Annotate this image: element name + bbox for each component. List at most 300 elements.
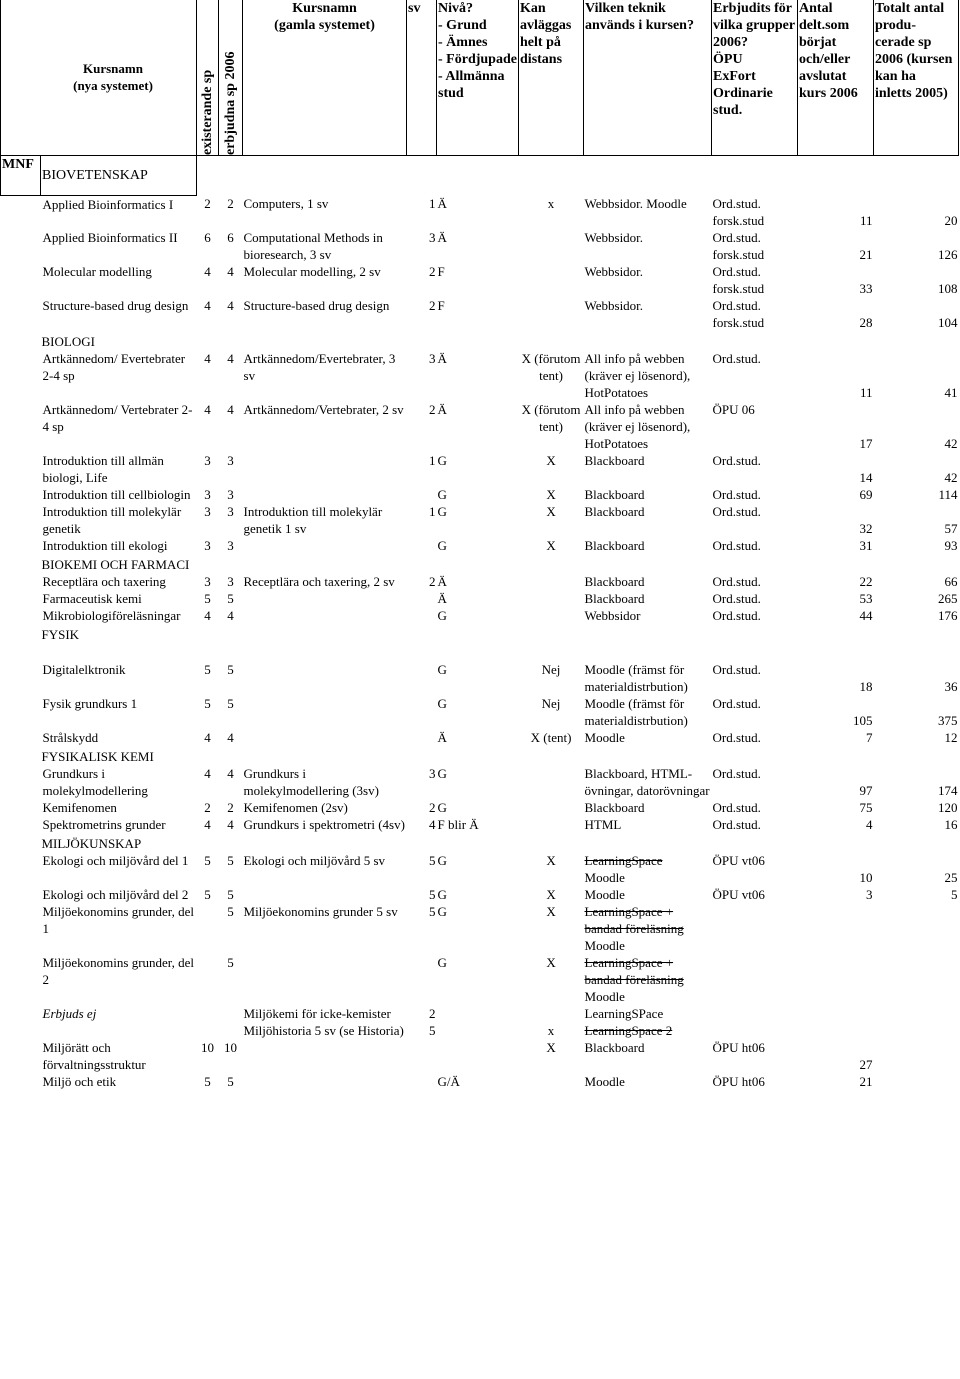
old-course-name [243,729,407,746]
groups [712,1022,798,1039]
spacer-cell [1,537,41,554]
existing-sp: 5 [204,591,211,606]
total-sp: 66 [944,574,958,589]
table-row [1,695,959,729]
distance: X [546,853,556,868]
technology-label: Blackboard, HTML-övningar, datorövningar [584,766,710,798]
technology-label: Moodle [584,938,625,953]
header-distance: Kan avläggas helt på distans [519,0,584,155]
distance: X (förutom tent) [521,402,581,434]
technology-label: Blackboard [584,453,645,468]
old-sv [407,661,437,695]
technology [584,263,712,297]
table-row [1,765,959,799]
old-sv: 2 [429,402,436,417]
course-name: Farmaceutisk kemi [42,591,142,606]
old-sv: 1 [429,453,436,468]
course-name: Introduktion till molekylär genetik [42,504,182,536]
total-sp: 16 [944,817,958,832]
old-sv [407,1073,437,1090]
distance [519,816,584,833]
total-sp [874,954,959,1005]
distance [519,590,584,607]
course-name: Molecular modelling [42,264,152,279]
technology-label: Blackboard [584,538,645,553]
course-name: Ekologi och miljövård del 1 [42,853,189,868]
old-course-name: Molecular modelling, 2 sv [243,264,381,279]
header-offered-sp: erbjudna sp 2006 [219,0,243,155]
total-sp: 93 [944,538,958,553]
groups: Ord.stud. [712,766,761,781]
spacer-row [1,643,959,661]
course-name: Mikrobiologiföreläsningar [42,608,181,623]
total-sp [874,1039,959,1073]
old-course-name: Introduktion till molekylär genetik 1 sv [243,504,383,536]
old-sv: 2 [429,1006,436,1021]
level: Ä [437,730,447,745]
existing-sp: 4 [204,817,211,832]
spacer-cell [1,452,41,486]
old-course-name: Receptlära och taxering, 2 sv [243,574,395,589]
technology-label: Moodle (främst för materialdistrbution) [584,696,688,728]
old-sv: 5 [429,853,436,868]
course-name: Artkännedom/ Vertebrater 2-4 sp [42,402,193,434]
groups: Ord.stud. [712,453,761,468]
total-sp: 126 [938,247,958,262]
existing-sp: 2 [204,800,211,815]
level: Ä [437,591,447,606]
course-name: Introduktion till ekologi [42,538,168,553]
participants [798,954,874,1005]
table-row [1,1005,959,1022]
technology [584,886,712,903]
level: G [437,487,447,502]
existing-sp: 10 [201,1040,215,1055]
spacer-cell [1,607,41,624]
old-sv: 1 [429,504,436,519]
old-course-name [243,452,407,486]
technology-label: Webbsidor [584,608,641,623]
participants: 7 [866,730,873,745]
technology [584,729,712,746]
existing-sp: 4 [204,264,211,279]
header-old-name: Kursnamn (gamla systemet) [243,0,407,155]
participants: 22 [859,574,873,589]
existing-sp: 4 [204,730,211,745]
table-row [1,816,959,833]
header-tech: Vilken teknik används i kursen? [584,0,712,155]
offered-sp: 5 [227,904,234,919]
participants [798,903,874,954]
existing-sp: 3 [204,574,211,589]
participants: 31 [859,538,873,553]
offered-sp: 5 [227,1074,234,1089]
existing-sp: 5 [204,662,211,677]
technology-label: Moodle [584,730,625,745]
technology-struck: LearningSpace 2 [584,1023,673,1038]
distance: X [546,538,556,553]
total-sp [874,1005,959,1022]
technology-label: All info på webben (kräver ej lösenord), HotPotatoes [584,351,691,400]
section-row [1,624,959,643]
participants: 32 [859,521,873,536]
distance: Nej [541,662,561,677]
participants [798,1022,874,1039]
offered-sp: 3 [227,504,234,519]
technology-label: Moodle [584,1074,625,1089]
old-sv [407,954,437,1005]
technology-label: Moodle [584,989,625,1004]
level: G [437,453,447,468]
spacer-cell [1,1005,41,1022]
old-course-name: Grundkurs i molekylmodellering (3sv) [243,766,379,798]
participants: 69 [859,487,873,502]
spacer-cell [1,746,41,765]
old-sv: 3 [429,766,436,781]
spacer-cell [1,554,41,573]
level [437,1039,519,1073]
section-heading: BIOLOGI [41,334,95,349]
table-row [1,903,959,954]
participants: 97 [859,783,873,798]
section-row [1,833,959,852]
header-groups: Erbjudits för vilka grupper 2006? ÖPU ExFort Ordinarie stud. [712,0,798,155]
spacer-cell [1,573,41,590]
groups: ÖPU ht06 [712,1040,765,1055]
technology [584,1005,712,1022]
header-row [1,0,959,155]
table-row [1,729,959,746]
groups: Ord.stud. [712,351,761,366]
participants: 17 [859,436,873,451]
table-row [1,350,959,401]
course-name: Digitalelktronik [42,662,126,677]
spacer-cell [1,195,41,229]
total-sp: 42 [944,470,958,485]
old-sv: 2 [429,800,436,815]
old-sv: 1 [429,196,436,211]
course-name: Introduktion till cellbiologin [42,487,191,502]
distance [519,1073,584,1090]
distance: X [546,504,556,519]
distance [519,297,584,331]
distance [519,263,584,297]
spacer-cell [1,661,41,695]
course-name: Miljöekonomins grunder, del 1 [42,904,194,936]
spacer-cell [1,903,41,954]
technology [584,350,712,401]
table-row [1,799,959,816]
offered-sp: 4 [227,730,234,745]
spacer-cell [1,765,41,799]
groups [712,954,798,1005]
table-row [1,452,959,486]
old-course-name: Miljöhistoria 5 sv (se Historia) [243,1023,404,1038]
total-sp: 5 [951,887,958,902]
distance [519,229,584,263]
participants: 33 [859,281,873,296]
distance [519,607,584,624]
level: F [437,298,445,313]
technology-label: Blackboard [584,487,645,502]
header-new-name: Kursnamn (nya systemet) [1,0,197,155]
technology [584,503,712,537]
old-sv: 5 [429,887,436,902]
offered-sp [219,1022,243,1039]
spacer-cell [1,816,41,833]
offered-sp: 5 [227,696,234,711]
groups: Ord.stud. forsk.stud [712,298,765,330]
level: G/Ä [437,1074,460,1089]
table-row [1,852,959,886]
participants [798,1005,874,1022]
course-name: Applied Bioinformatics II [42,230,178,245]
spacer-cell [1,852,41,886]
old-course-name [243,695,407,729]
offered-sp: 5 [227,955,234,970]
spacer-cell [1,590,41,607]
spacer-cell [1,229,41,263]
course-name: Structure-based drug design [42,298,189,313]
technology [584,401,712,452]
old-sv [407,537,437,554]
existing-sp: 4 [204,298,211,313]
groups: Ord.stud. [712,730,761,745]
existing-sp: 5 [204,887,211,902]
distance: X [546,453,556,468]
total-sp: 120 [938,800,958,815]
groups: Ord.stud. [712,574,761,589]
table-row [1,661,959,695]
header-group-row [1,155,959,195]
groups: Ord.stud. [712,817,761,832]
groups [712,1005,798,1022]
technology-label: Blackboard [584,591,645,606]
level: F blir Ä [437,817,479,832]
technology [584,573,712,590]
old-course-name: Kemifenomen (2sv) [243,800,348,815]
header-sv: sv [407,0,437,155]
offered-sp: 5 [227,853,234,868]
course-name: Strålskydd [42,730,99,745]
old-course-name: Grundkurs i spektrometri (4sv) [243,817,405,832]
technology-label: HTML [584,817,622,832]
distance: X [546,904,556,919]
offered-sp: 10 [224,1040,238,1055]
table-row [1,590,959,607]
spacer-cell [1,643,959,661]
table-row [1,1039,959,1073]
old-sv: 2 [429,574,436,589]
distance: X (tent) [530,730,572,745]
old-sv: 3 [429,230,436,245]
technology [584,799,712,816]
existing-sp: 2 [204,196,211,211]
course-name: Applied Bioinformatics I [42,196,174,212]
header-total: Totalt antal produ- cerade sp 2006 (kursen kan ha inletts 2005) [874,0,959,155]
technology [584,486,712,503]
old-course-name: Artkännedom/Evertebrater, 3 sv [243,351,396,383]
table-row [1,229,959,263]
table-row [1,195,959,229]
old-course-name [243,486,407,503]
participants: 105 [853,713,873,728]
table-row [1,263,959,297]
technology-label: Moodle [584,870,625,885]
old-course-name [243,1039,407,1073]
groups: Ord.stud. forsk.stud [712,230,765,262]
technology [584,816,712,833]
groups: Ord.stud. [712,662,761,677]
participants: 28 [859,315,873,330]
participants: 4 [866,817,873,832]
technology-label: Moodle (främst för materialdistrbution) [584,662,688,694]
level: F [437,264,445,279]
spacer-cell [1,1022,41,1039]
distance: Nej [541,696,561,711]
distance [519,799,584,816]
old-course-name [243,607,407,624]
old-course-name [243,1073,407,1090]
technology [584,852,712,886]
course-name: Miljöekonomins grunder, del 2 [42,955,194,987]
technology-struck: LearningSpace [584,853,663,868]
total-sp [874,1073,959,1090]
offered-sp: 5 [227,662,234,677]
total-sp: 174 [938,783,958,798]
old-sv: 4 [429,817,436,832]
level: G [437,608,447,623]
technology [584,1022,712,1039]
level: G [437,904,447,919]
existing-sp: 5 [204,1074,211,1089]
old-course-name [243,886,407,903]
technology-label: Webbsidor. Moodle [584,196,687,211]
course-name: Miljörätt och förvaltningsstruktur [42,1040,146,1072]
old-course-name: Structure-based drug design [243,298,390,313]
table-row [1,886,959,903]
technology-label: Webbsidor. [584,230,644,245]
old-sv: 5 [429,904,436,919]
offered-sp: 4 [227,817,234,832]
course-name: Ekologi och miljövård del 2 [42,887,189,902]
section-heading: FYSIKALISK KEMI [41,749,154,764]
groups: Ord.stud. [712,504,761,519]
offered-sp: 4 [227,264,234,279]
participants: 27 [859,1057,873,1072]
participants: 44 [859,608,873,623]
old-sv [407,729,437,746]
table-row [1,503,959,537]
groups: Ord.stud. [712,608,761,623]
groups: ÖPU vt06 [712,887,765,902]
spacer-cell [1,350,41,401]
existing-sp [197,903,219,954]
groups: Ord.stud. forsk.stud [712,264,765,296]
distance [519,1005,584,1022]
section-row [1,746,959,765]
groups: Ord.stud. forsk.stud [712,196,765,228]
level: G [437,662,447,677]
total-sp: 114 [938,487,958,502]
course-name: Miljö och etik [42,1074,117,1089]
level: Ä [437,574,447,589]
technology-label: Blackboard [584,800,645,815]
offered-sp: 3 [227,453,234,468]
spacer-cell [1,503,41,537]
spacer-cell [1,833,41,852]
old-course-name: Miljöekonomins grunder 5 sv [243,904,398,919]
level: G [437,955,447,970]
table-row [1,1022,959,1039]
course-name: Fysik grundkurs 1 [42,696,138,711]
total-sp: 36 [944,679,958,694]
course-name: Receptlära och taxering [42,574,166,589]
participants: 53 [859,591,873,606]
participants: 75 [859,800,873,815]
level: Ä [437,196,447,211]
header-biovetenskap: BIOVETENSKAP [41,155,197,195]
section-heading: MILJÖKUNSKAP [41,836,142,851]
participants: 10 [859,870,873,885]
existing-sp: 3 [204,487,211,502]
groups: Ord.stud. [712,538,761,553]
technology [584,1073,712,1090]
old-sv: 2 [429,298,436,313]
offered-sp: 5 [227,591,234,606]
offered-sp: 5 [227,887,234,902]
technology-label: LearningSPace [584,1006,664,1021]
old-course-name [243,590,407,607]
old-course-name: Ekologi och miljövård 5 sv [243,853,386,868]
spacer-cell [1,297,41,331]
total-sp: 375 [938,713,958,728]
technology [584,297,712,331]
header-participants: Antal delt.som börjat och/eller avslutat kurs 2006 [798,0,874,155]
offered-sp [219,1005,243,1022]
table-row [1,297,959,331]
distance [519,765,584,799]
groups: ÖPU vt06 [712,853,765,868]
technology [584,590,712,607]
technology [584,607,712,624]
existing-sp [197,1005,219,1022]
existing-sp: 3 [204,538,211,553]
participants: 18 [859,679,873,694]
technology-label: Blackboard [584,504,645,519]
offered-sp: 4 [227,766,234,781]
old-sv [407,590,437,607]
old-course-name [243,954,407,1005]
offered-sp: 3 [227,487,234,502]
course-name: Erbjuds ej [42,1006,97,1021]
level: Ä [437,402,447,417]
existing-sp: 4 [204,402,211,417]
course-name: Grundkurs i molekylmodellering [42,766,148,798]
distance: X (förutom tent) [521,351,581,383]
existing-sp: 5 [204,853,211,868]
offered-sp: 3 [227,574,234,589]
old-sv [407,607,437,624]
technology [584,537,712,554]
groups: Ord.stud. [712,487,761,502]
table-row [1,486,959,503]
level: Ä [437,351,447,366]
section-heading: BIOKEMI OCH FARMACI [41,557,190,572]
old-sv: 3 [429,351,436,366]
technology-label: All info på webben (kräver ej lösenord), HotPotatoes [584,402,691,451]
total-sp [874,1022,959,1039]
